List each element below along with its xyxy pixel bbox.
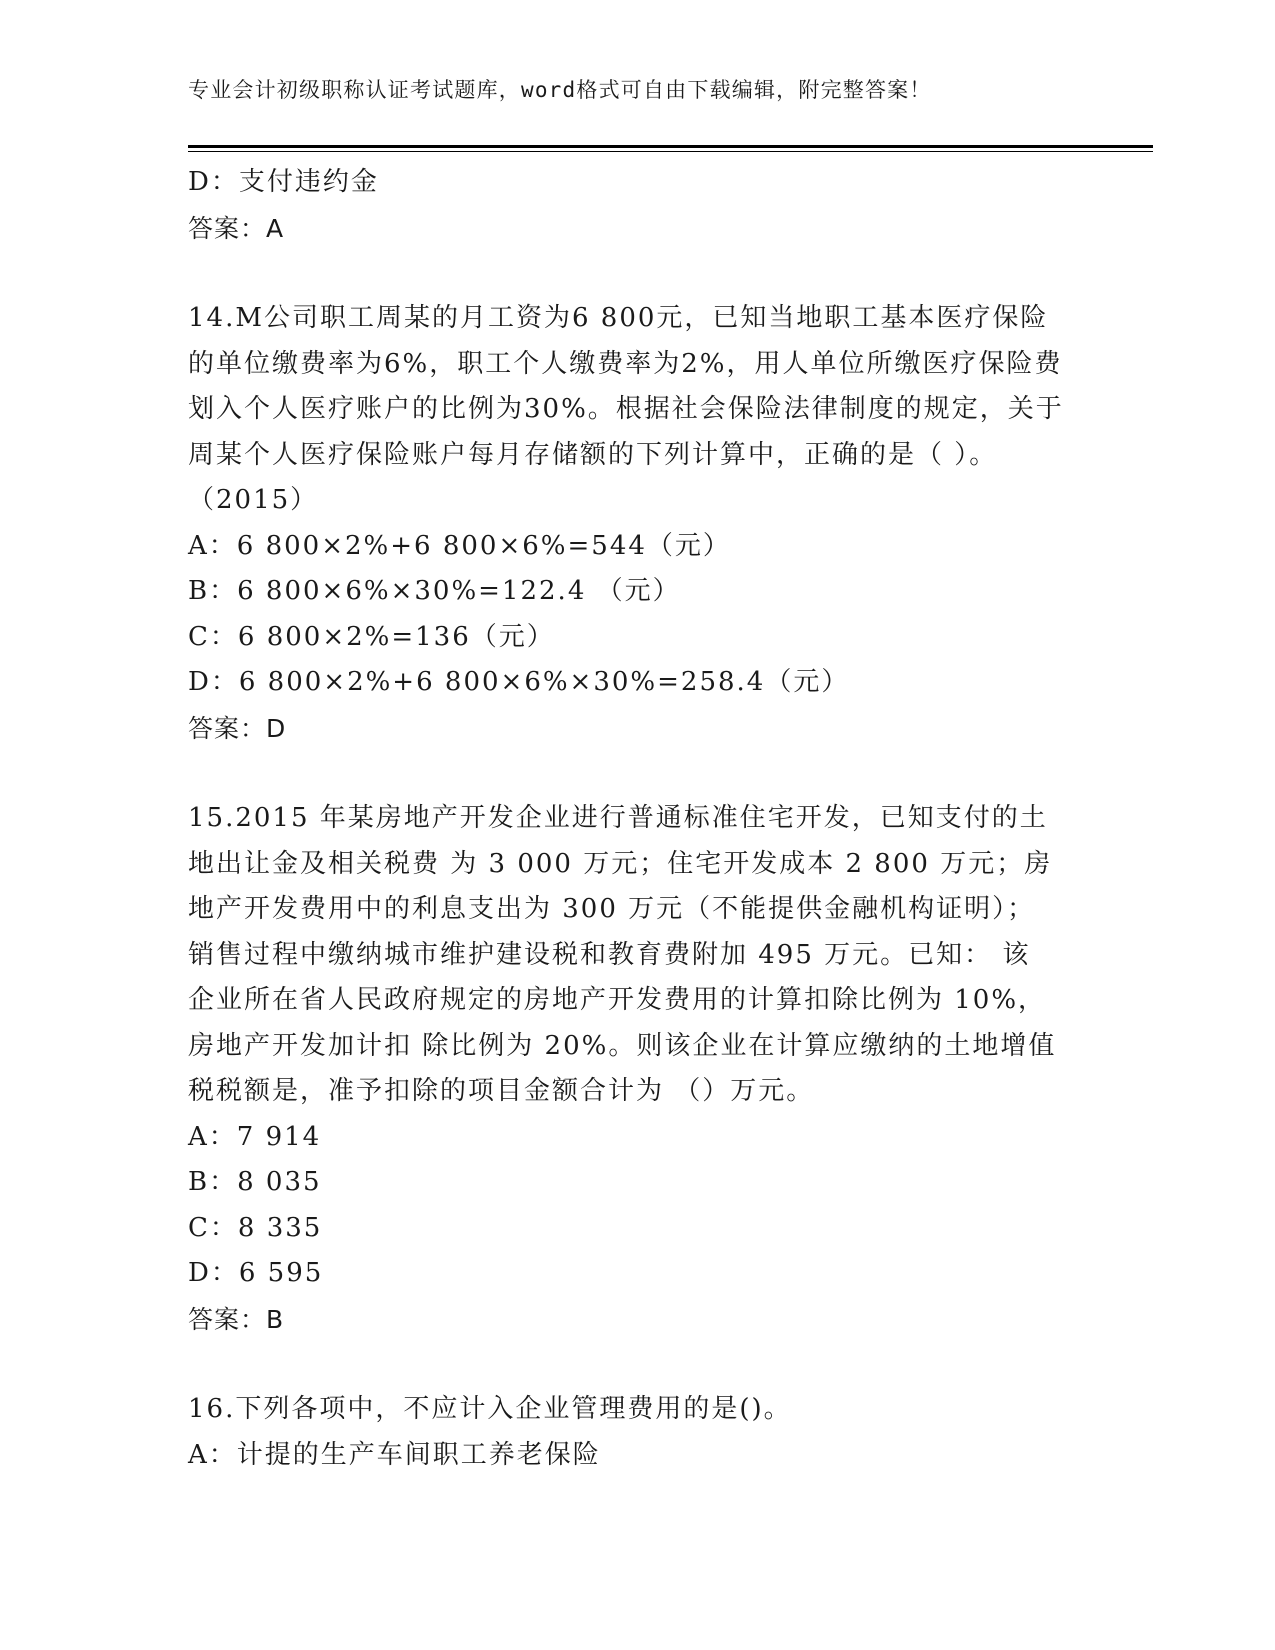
q15-stem-line: 销售过程中缴纳城市维护建设税和教育费附加 495 万元。已知： 该: [188, 939, 1031, 970]
header-rule-thick: [188, 145, 1153, 148]
question-15: [188, 796, 1088, 1342]
spacer: [188, 751, 1088, 796]
q15-stem-line: 税税额是，准予扣除的项目金额合计为 （）万元。: [188, 1076, 815, 1106]
page-header: 专业会计初级职称认证考试题库，word格式可自由下载编辑，附完整答案！: [188, 78, 932, 102]
q14-option-c: C：6 800×2%=136（元）: [188, 621, 555, 652]
q15-option-c: C：8 335: [188, 1212, 323, 1243]
q15-stem-line: 15.2015 年某房地产开发企业进行普通标准住宅开发，已知支付的土: [188, 803, 1048, 833]
q14-stem-line: （2015）: [188, 485, 319, 515]
q15-stem-line: 地产开发费用中的利息支出为 300 万元（不能提供金融机构证明）；: [188, 894, 1036, 924]
question-16: [188, 1387, 1088, 1478]
header-rule-thin: [188, 151, 1153, 152]
spacer: [188, 251, 1088, 296]
spacer: [188, 1342, 1088, 1387]
q14-stem-line: 14.M公司职工周某的月工资为6 800元，已知当地职工基本医疗保险: [188, 303, 1049, 333]
q13-option-d: D：支付违约金: [188, 167, 379, 197]
q13-answer: 答案：A: [188, 213, 285, 243]
question-14: [188, 296, 1088, 751]
q15-option-d: D：6 595: [188, 1258, 324, 1288]
q16-option-a: A：计提的生产车间职工养老保险: [188, 1439, 601, 1470]
q15-option-b: B：8 035: [188, 1167, 322, 1197]
q14-answer: 答案：D: [188, 713, 287, 743]
q14-stem-line: 的单位缴费率为6%，职工个人缴费率为2%，用人单位所缴医疗保险费: [188, 348, 1063, 379]
q15-stem-line: 地出让金及相关税费 为 3 000 万元；住宅开发成本 2 800 万元；房: [188, 848, 1053, 879]
document-body: [188, 160, 1088, 1478]
q14-stem-line: 划入个人医疗账户的比例为30%。根据社会保险法律制度的规定，关于: [188, 394, 1064, 424]
q15-stem-line: 企业所在省人民政府规定的房地产开发费用的计算扣除比例为 10%，: [188, 985, 1047, 1015]
q14-option-d: D：6 800×2%+6 800×6%×30%=258.4（元）: [188, 667, 850, 697]
q15-stem-line: 房地产开发加计扣 除比例为 20%。则该企业在计算应缴纳的土地增值: [188, 1030, 1057, 1061]
q15-option-a: A：7 914: [188, 1121, 322, 1152]
q15-answer: 答案：B: [188, 1304, 285, 1334]
q14-option-b: B：6 800×6%×30%=122.4 （元）: [188, 576, 681, 606]
q14-option-a: A：6 800×2%+6 800×6%=544（元）: [188, 530, 731, 561]
q16-stem-line: 16.下列各项中，不应计入企业管理费用的是()。: [188, 1394, 792, 1424]
q14-stem-line: 周某个人医疗保险账户每月存储额的下列计算中，正确的是（ ）。: [188, 439, 998, 470]
